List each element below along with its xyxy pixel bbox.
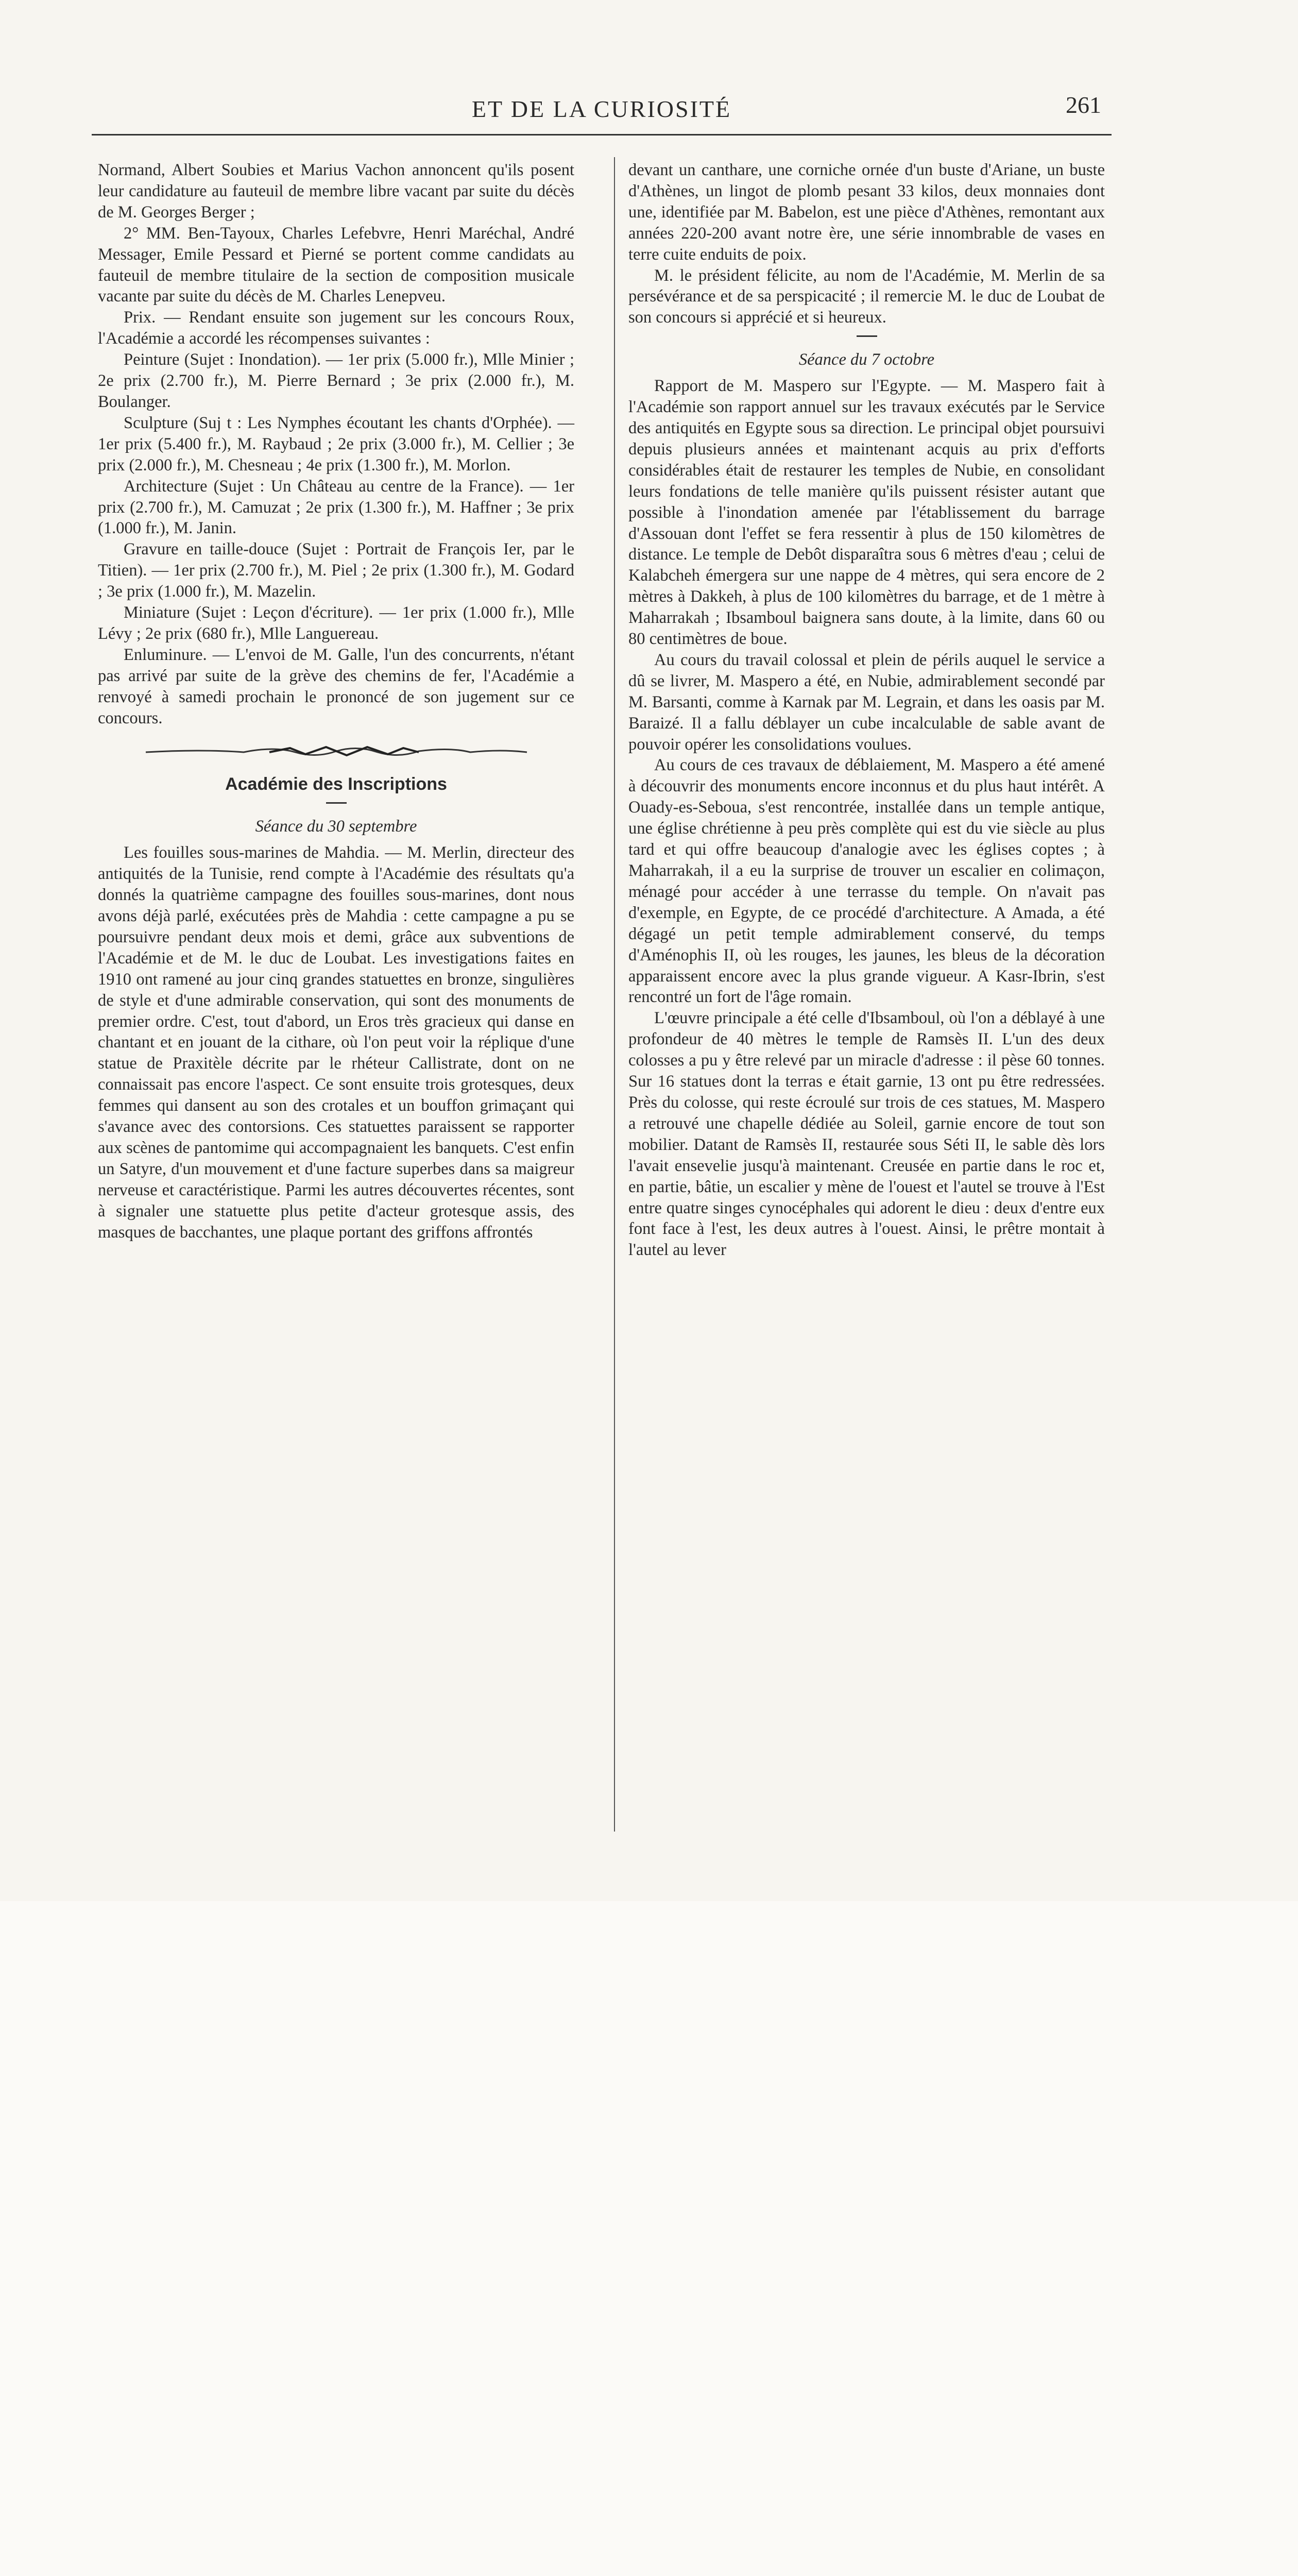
paragraph: Miniature (Sujet : Leçon d'écriture). — 1er prix (1.000 fr.), Mlle Lévy ; 2e prix (680 fr.), Mlle Languereau.: [98, 603, 574, 643]
column-divider: [614, 157, 615, 1832]
right-column: [628, 160, 1105, 1261]
section-title: Académie des Inscriptions: [225, 774, 447, 794]
footer: [0, 1901, 1298, 1994]
paragraph: Les fouilles sous-marines de Mahdia. — M. Merlin, directeur des antiquités de la Tunisie, rend compte à l'Académie des résultats qu'a donnés la quatrième campagne des fouilles sous-marines, dont nous avons déjà parlé, exécutées près de Mahdia : cette campagne a pu se poursuivre pendant deux mois et demi, grâce aux subventions de l'Académie et de M. le duc de Loubat. Les investigations faites en 1910 ont ramené au jour cinq grandes statuettes en bronze, singulières de style et d'une admirable conservation, qui sont des monuments de premier ordre. C'est, tout d'abord, un Eros très gracieux qui danse en chantant et en jouant de la cithare, où l'on peut voir la réplique d'une statue de Praxitèle décrite par le rhéteur Callistrate, dont on ne connaissait pas encore l'aspect. Ce sont ensuite trois grotesques, deux femmes qui dansent au son des crotales et un bouffon grimaçant qui s'avance avec des contorsions. Ces statuettes paraissent se rapporter aux scènes de pantomime qui accompagnaient les banquets. C'est enfin un Satyre, d'un mouvement et d'une facture superbes dans sa maigreur nerveuse et caractéristique. Parmi les autres découvertes récentes, sont à signaler une statuette plus petite d'acteur grotesque assis, des masques de bacchantes, une plaque portant des griffons affrontés: [98, 843, 574, 1242]
paragraph: 2° MM. Ben-Tayoux, Charles Lefebvre, Henri Maréchal, André Messager, Emile Pessard et Pierné se portent comme candidats au fauteuil de membre titulaire de la section de composition musicale vacante par suite du décès de M. Charles Lenepveu.: [98, 224, 574, 306]
paragraph: Au cours du travail colossal et plein de périls auquel le service a dû se livrer, M. Maspero a été, en Nubie, admirablement secondé par M. Barsanti, comme à Karnak par M. Legrain, et dans les oasis par M. Baraizé. Il a fallu déblayer un cube incalculable de sable avant de pouvoir opérer les consolidations voulues.: [628, 650, 1105, 754]
left-column: [98, 160, 574, 1243]
paragraph: Normand, Albert Soubies et Marius Vachon annoncent qu'ils posent leur candidature au fauteuil de membre libre vacant par suite du décès de M. Georges Berger ;: [98, 161, 574, 222]
paragraph: Rapport de M. Maspero sur l'Egypte. — M. Maspero fait à l'Académie son rapport annuel sur les travaux exécutés par le Service des antiquités en Egypte sous sa direction. Le principal objet poursuivi depuis plusieurs années et maintenant acquis au prix d'efforts considérables était de restaurer les temples de Nubie, en consolidant leurs fondations de telle manière qu'ils puissent résister autant que possible à l'inondation amenée par l'établissement du barrage d'Assouan dont l'effet se fera ressentir à plus de 150 kilomètres de distance. Le temple de Debôt disparaîtra sous 6 mètres d'eau ; celui de Kalabcheh émergera sur une nappe de 4 mètres, qui sera encore de 2 mètres à Dakkeh, à plus de 100 kilomètres du barrage, et de 1 mètre à Maharrakah ; Ibsamboul baignera sans doute, à la limite, dans 60 ou 80 centimètres de boue.: [628, 377, 1105, 649]
decorative-rule-ornament: [141, 744, 532, 758]
header-rule: [92, 134, 1112, 135]
running-title: ET DE LA CURIOSITÉ: [471, 96, 732, 122]
paragraph: Au cours de ces travaux de déblaiement, M. Maspero a été amené à découvrir des monuments encore inconnus et du plus haut intérêt. A Ouady-es-Seboua, s'est rencontrée, installée dans un temple antique, une église chrétienne à peu près complète qui est du vie siècle au plus tard et qui offre beaucoup d'analogie avec les églises coptes ; à Maharrakah, il a eu la surprise de trouver un escalier en colimaçon, ménagé pour accéder à une terrasse du temple. On n'avait pas d'exemple, en Egypte, de ce procédé d'architecture. A Amada, a été dégagé un petit temple admirablement conservé, du temps d'Aménophis II, où les rouges, les jaunes, les bleus de la décoration apparaissent encore avec la plus grande vigueur. A Kasr-Ibrin, s'est rencontré un fort de l'âge romain.: [628, 756, 1105, 1007]
paragraph: Enluminure. — L'envoi de M. Galle, l'un des concurrents, n'étant pas arrivé par suite de la grève des chemins de fer, l'Académie a renvoyé à samedi prochain le prononcé de son jugement sur ce concours.: [98, 645, 574, 727]
paragraph: L'œuvre principale a été celle d'Ibsamboul, où l'on a déblayé à une profondeur de 40 mètres le temple de Ramsès II. L'un des deux colosses a pu y être relevé par un miracle d'adresse : il pèse 60 tonnes. Sur 16 statues dont la terras e était garnie, 13 ont pu être redressées. Près du colosse, qui reste écroulé sur trois de ces statues, M. Maspero a retrouvé une chapelle dédiée au Soleil, garnie encore de tout son mobilier. Datant de Ramsès II, restaurée sous Séti II, le sable dès lors l'avait ensevelie jusqu'à maintenant. Creusée en partie dans le roc et, en partie, bâtie, un escalier y mène de l'ouest et l'autel se trouve à l'Est entre quatre singes cynocéphales qui adorent le dieu : deux d'entre eux font face à l'est, les deux autres à l'ouest. Ainsi, le prêtre montait à l'autel au lever: [628, 1009, 1105, 1260]
short-rule: [326, 802, 347, 804]
paragraph: M. le président félicite, au nom de l'Académie, M. Merlin de sa persévérance et de sa perspicacité ; il remercie M. le duc de Loubat de son concours si apprécié et si heureux.: [628, 266, 1105, 327]
session-heading: Séance du 7 octobre: [798, 350, 935, 369]
short-rule: [857, 335, 877, 337]
paragraph: Peinture (Sujet : Inondation). — 1er prix (5.000 fr.), Mlle Minier ; 2e prix (2.700 fr.), M. Pierre Bernard ; 3e prix (2.000 fr.), M. Boulanger.: [98, 350, 574, 411]
paragraph: Prix. — Rendant ensuite son jugement sur les concours Roux, l'Académie a accordé les récompenses suivantes :: [98, 308, 574, 348]
session-heading: Séance du 30 septembre: [255, 817, 417, 836]
page-header: [92, 92, 1112, 126]
paragraph: Sculpture (Suj t : Les Nymphes écoutant les chants d'Orphée). — 1er prix (5.400 fr.), M. Raybaud ; 2e prix (3.000 fr.), M. Cellier ; 3e prix (2.000 fr.), M. Chesneau ; 4e prix (1.300 fr.), M. Morlon.: [98, 413, 574, 474]
paragraph: Architecture (Sujet : Un Château au centre de la France). — 1er prix (2.700 fr.), M. Camuzat ; 2e prix (1.300 fr.), M. Haffner ; 3e prix (1.000 fr.), M. Janin.: [98, 477, 574, 538]
paragraph: devant un canthare, une corniche ornée d'un buste d'Ariane, un buste d'Athènes, un lingot de plomb pesant 33 kilos, deux monnaies dont une, identifiée par M. Babelon, est une pièce d'Athènes, remontant aux années 220-200 avant notre ère, une série innombrable de vases en terre cuite enduits de poix.: [628, 161, 1105, 264]
paragraph: Gravure en taille-douce (Sujet : Portrait de François Ier, par le Titien). — 1er prix (2.700 fr.), M. Piel ; 2e prix (1.300 fr.), M. Godard ; 3e prix (1.000 fr.), M. Mazelin.: [98, 540, 574, 601]
page-number: 261: [1066, 92, 1101, 118]
